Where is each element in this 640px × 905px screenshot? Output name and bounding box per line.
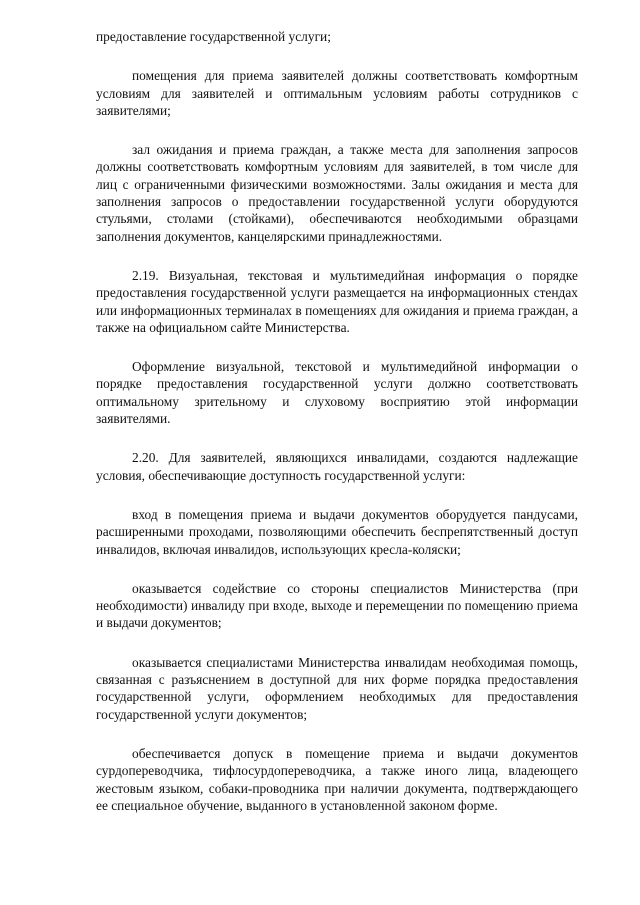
paragraph-explanation-help: оказывается специалистами Министерства инвалидам необходимая помощь, связанная с разъяснением в доступной для них форме порядка предоставления государственной услуги, оформлением необходимых для предоставления государственной услуги документов; xyxy=(96,654,578,722)
paragraph-information-design: Оформление визуальной, текстовой и мультимедийной информации о порядке предоставления государственной услуги должно соответствовать оптимальному зрительному и слуховому восприятию этой информации заявителями. xyxy=(96,359,578,427)
document-body xyxy=(96,28,578,836)
paragraph-reception-premises: помещения для приема заявителей должны соответствовать комфортным условиям для заявителей и оптимальным условиям работы сотрудников с заявителями; xyxy=(96,68,578,118)
paragraph-waiting-hall: зал ожидания и приема граждан, а также места для заполнения запросов должны соответствовать комфортным условиям для заявителей, в том числе для лиц с ограниченными физическими возможностями. Залы ожидания и места для заполнения запросов о предоставлении государственной услуги оборудуются стульями, столами (стойками), обеспечиваются необходимыми образцами заполнения документов, канцелярскими принадлежностями. xyxy=(96,142,578,244)
paragraph-section-2-19: 2.19. Визуальная, текстовая и мультимедийная информация о порядке предоставления государственной услуги размещается на информационных стендах или информационных терминалах в помещениях для ожидания и приема граждан, а также на официальном сайте Министерства. xyxy=(96,267,578,335)
paragraph-specialist-assistance: оказывается содействие со стороны специалистов Министерства (при необходимости) инвалиду при входе, выходе и перемещении по помещению приема и выдачи документов; xyxy=(96,580,578,631)
paragraph-entrance-ramps: вход в помещения приема и выдачи документов оборудуется пандусами, расширенными проходами, позволяющими обеспечить беспрепятственный доступ инвалидов, включая инвалидов, использующих кресла-коляски; xyxy=(96,506,578,557)
paragraph-interpreter-access: обеспечивается допуск в помещение приема и выдачи документов сурдопереводчика, тифлосурдопереводчика, а также иного лица, владеющего жестовым языком, собаки-проводника при наличии документа, подтверждающего ее специальное обучение, выданного в установленной законом форме. xyxy=(96,745,578,813)
paragraph-section-2-20: 2.20. Для заявителей, являющихся инвалидами, создаются надлежащие условия, обеспечивающие доступность государственной услуги: xyxy=(96,450,578,483)
paragraph-service-provision-tail: предоставление государственной услуги; xyxy=(96,29,331,44)
